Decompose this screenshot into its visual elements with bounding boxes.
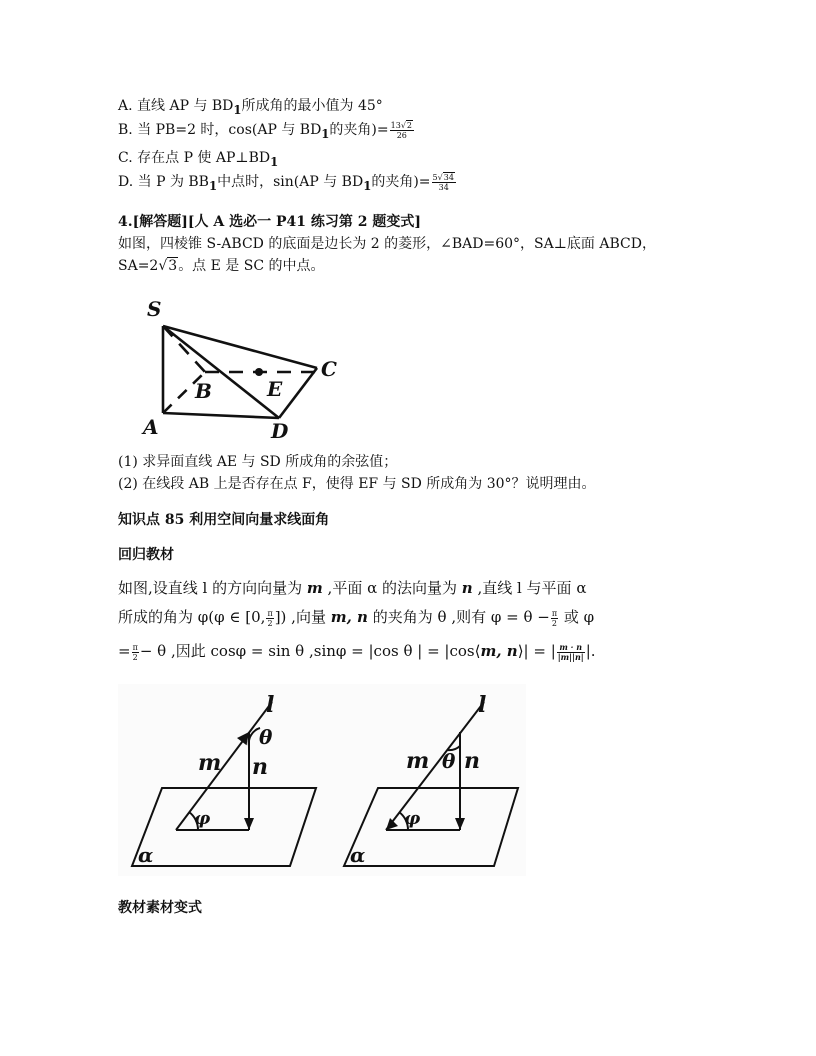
option-d-mid1: 中点时，sin(AP 与 BD <box>217 174 364 190</box>
para-l3-b: − θ ,因此 cosφ = sin θ ,sinφ = |cos θ | = |cos⟨ <box>139 642 481 660</box>
edge-dc <box>279 368 317 418</box>
label-l-left: l <box>266 692 275 718</box>
para-l3-frac-den: 2 <box>132 652 138 662</box>
para-l1-a: 如图,设直线 l 的方向向量为 <box>118 579 303 597</box>
section-85-footer-title: 教材素材变式 <box>118 900 202 916</box>
label-n-right: n <box>464 748 480 774</box>
label-l-right: l <box>478 692 487 718</box>
section-85-title: 知识点 85 利用空间向量求线面角 <box>118 512 330 528</box>
problem-4-q1: (1) 求异面直线 AE 与 SD 所成角的余弦值； <box>118 454 398 470</box>
option-b-frac-den: 26 <box>396 130 407 140</box>
option-c-text: C. 存在点 P 使 AP⊥BD <box>118 150 271 166</box>
option-d-mid2: 的夹角)= <box>371 174 431 190</box>
para-l2-frac-num-b: π <box>551 608 558 618</box>
option-d-text: D. 当 P 为 BB <box>118 174 209 190</box>
label-alpha-right: α <box>350 843 366 867</box>
option-d-fraction: $\frac{5√34}{34}$ <box>432 172 454 192</box>
figure-background <box>118 684 526 876</box>
label-c: C <box>321 357 337 381</box>
problem-4-line-2-post: 。点 E 是 SC 的中点。 <box>178 258 325 274</box>
point-e <box>255 368 263 376</box>
option-b-fraction: $\frac{13√2}{26}$ <box>390 120 413 140</box>
label-m-right: m <box>406 748 430 774</box>
para-l3-frac-mn-den: |m||n| <box>557 651 584 662</box>
para-l3-c: ⟩| = | <box>517 642 556 660</box>
label-b: B <box>195 379 212 403</box>
edge-sc <box>163 326 317 368</box>
section-85-subtitle: 回归教材 <box>118 547 174 563</box>
para-l2-frac-num: π <box>267 608 273 618</box>
para-l2-fraction-pi2 <box>266 609 273 628</box>
edge-ad <box>163 413 279 418</box>
option-b-frac-coef: 13 <box>390 120 401 130</box>
para-l3-fraction-pi2 <box>132 643 139 662</box>
problem-4-line-2: SA=2√3。点 E 是 SC 的中点。 <box>118 258 325 274</box>
label-alpha-left: α <box>138 843 154 867</box>
para-l1-m: m <box>306 579 323 597</box>
label-phi-right: φ <box>404 808 421 829</box>
para-l2-b: ]) ,向量 <box>274 608 326 626</box>
label-d: D <box>271 419 289 443</box>
para-l3-a: = <box>118 642 131 660</box>
option-c-sub: 1 <box>270 154 279 169</box>
para-l1-b: ,平面 α 的法向量为 <box>327 579 457 597</box>
option-b-frac-rad: 2 <box>406 120 413 130</box>
option-a-sub: 1 <box>233 102 242 117</box>
para-l1-n: n <box>461 579 473 597</box>
problem-4-line-2-rad: 3 <box>168 258 178 274</box>
para-l3-frac-num: π <box>132 642 138 652</box>
option-d <box>118 172 457 196</box>
para-l2-a: 所成的角为 φ(φ ∈ [0, <box>118 608 266 626</box>
para-l2-mn: m, n <box>330 608 368 626</box>
option-d-frac-coef: 5 <box>432 172 438 182</box>
para-l3-fraction-mn <box>557 643 585 662</box>
label-theta-right: θ <box>442 749 456 773</box>
para-l3-frac-mn-num: m · n <box>557 643 585 653</box>
option-b <box>118 120 415 144</box>
label-theta-left: θ <box>259 725 273 749</box>
label-e: E <box>267 377 283 401</box>
problem-4-q2: (2) 在线段 AB 上是否存在点 F，使得 EF 与 SD 所成角为 30°？说明理由。 <box>118 476 596 492</box>
para-l2-fraction-pi2-b <box>551 609 558 628</box>
section-85-para-line-1 <box>118 577 586 599</box>
section-85-para-line-2 <box>118 606 594 628</box>
option-d-frac-rad: 34 <box>443 172 454 182</box>
option-a-text-end: 所成角的最小值为 45° <box>241 98 383 114</box>
option-b-text: B. 当 PB=2 时，cos(AP 与 BD <box>118 122 322 138</box>
option-a-text: A. 直线 AP 与 BD <box>118 98 234 114</box>
para-l1-c: ,直线 l 与平面 α <box>477 579 587 597</box>
option-b-sub: 1 <box>321 126 330 141</box>
para-l2-c: 的夹角为 θ ,则有 φ = θ − <box>372 608 550 626</box>
line-plane-angle-figure <box>118 684 526 876</box>
para-l3-mn: m, n <box>480 642 518 660</box>
label-a: A <box>143 415 159 439</box>
label-n-left: n <box>252 754 268 780</box>
pyramid-figure <box>135 296 350 446</box>
para-l2-d: 或 φ <box>563 608 595 626</box>
para-l2-frac-den: 2 <box>267 618 273 628</box>
option-b-mid: 的夹角)= <box>329 122 389 138</box>
option-d-sub1: 1 <box>208 178 218 193</box>
option-d-frac-den: 34 <box>438 182 449 192</box>
problem-4-line-2-pre: SA=2 <box>118 258 159 274</box>
label-s: S <box>147 297 162 321</box>
section-85-para-line-3 <box>118 640 596 662</box>
label-m-left: m <box>198 750 222 776</box>
option-c <box>118 148 278 172</box>
option-d-sub2: 1 <box>363 178 372 193</box>
para-l2-frac-den-b: 2 <box>551 618 558 628</box>
option-a <box>118 96 383 120</box>
problem-4-title: 4.[解答题][人 A 选必一 P41 练习第 2 题变式] <box>118 214 421 230</box>
problem-4-line-1: 如图，四棱锥 S-ABCD 的底面是边长为 2 的菱形，∠BAD=60°，SA⊥底面 ABCD， <box>118 236 656 252</box>
label-phi-left: φ <box>194 808 211 829</box>
para-l3-d: |. <box>585 642 596 660</box>
